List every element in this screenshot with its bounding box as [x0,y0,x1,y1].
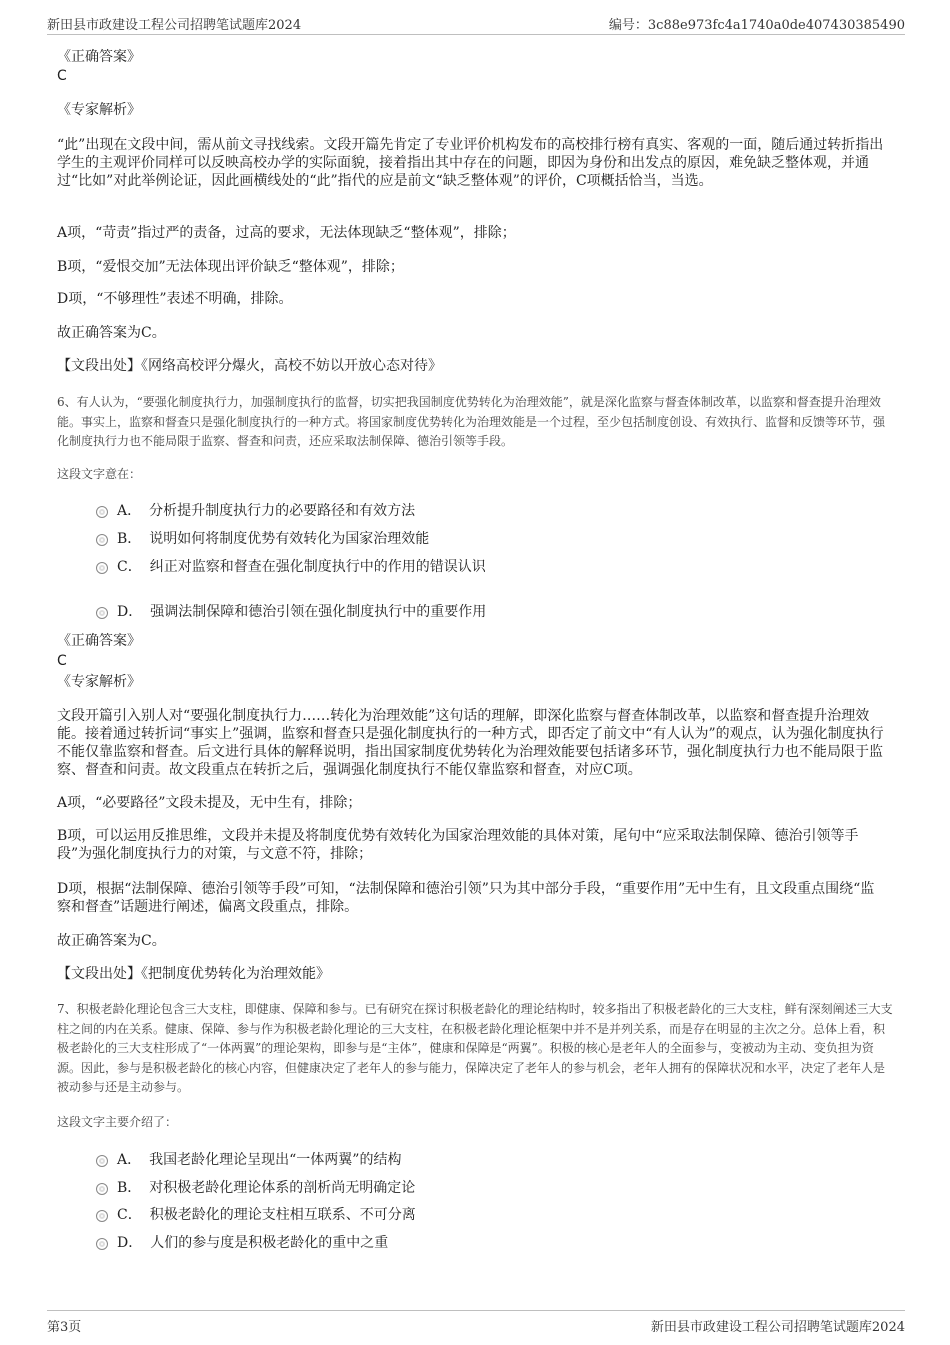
q6-answer-label: 《正确答案》 [57,633,141,649]
q6-question: 这段文字意在： [57,467,142,481]
q7-question: 这段文字主要介绍了： [57,1115,178,1129]
option-key: A． [117,503,142,519]
q5-analysis-label: 《专家解析》 [57,102,141,118]
option-text: 人们的参与度是积极老龄化的重中之重 [150,1235,389,1251]
option-text: 分析提升制度执行力的必要路径和有效方法 [149,503,416,519]
q7-option-a[interactable] [96,1151,401,1169]
radio-icon[interactable] [96,607,108,619]
option-key: C． [117,559,142,575]
q6-option-d-analysis: D项，根据“法制保障、德治引领等手段”可知，“法制保障和德治引领”只为其中部分手段，“重要作用”无中生有，且文段重点围绕“监察和督查”话题进行阐述，偏离文段重点，排除。 [57,881,875,915]
option-text: 强调法制保障和德治引领在强化制度执行中的重要作用 [150,604,487,620]
footer-title: 新田县市政建设工程公司招聘笔试题库2024 [650,1320,905,1335]
q7-option-d[interactable] [96,1234,388,1252]
q5-answer: C [57,68,67,84]
option-text: 我国老龄化理论呈现出“一体两翼”的结构 [149,1152,402,1168]
radio-icon[interactable] [96,1183,108,1195]
option-key: D． [117,604,143,620]
header-code: 编号：3c88e973fc4a1740a0de407430385490 [608,18,905,33]
q6-option-d[interactable] [96,603,486,621]
page-footer [47,1310,905,1337]
q5-answer-label: 《正确答案》 [57,49,141,65]
option-text: 纠正对监察和督查在强化制度执行中的作用的错误认识 [149,559,486,575]
q5-option-d-analysis: D项，“不够理性”表述不明确，排除。 [57,291,293,307]
q6-stem: 6、有人认为，“要强化制度执行力，加强制度执行的监督，切实把我国制度优势转化为治理效能”，就是深化监察与督查体制改革，以监察和督查提升治理效能。事实上，监察和督查只是强化制度执行的一种方式。将国家制度优势转化为治理效能是一个过程，至少包括制度创设、有效执行、监督和反馈等环节，强化制度执行力也不能局限于监察、督查和问责，还应采取法制保障、德治引领等手段。 [57,395,886,448]
option-key: A． [117,1152,142,1168]
q6-option-b[interactable] [96,530,429,548]
q6-option-a-analysis: A项，“必要路径”文段未提及，无中生有，排除； [57,795,362,811]
option-key: C． [117,1207,142,1223]
radio-icon[interactable] [96,534,108,546]
option-key: B． [117,1180,142,1196]
option-text: 积极老龄化的理论支柱相互联系、不可分离 [149,1207,416,1223]
q6-analysis-label: 《专家解析》 [57,674,141,690]
q5-option-a-analysis: A项，“苛责”指过严的责备，过高的要求，无法体现缺乏“整体观”，排除； [57,225,516,241]
page-number: 第3页 [47,1320,82,1335]
q7-option-c[interactable] [96,1206,416,1224]
q5-analysis-text: “此”出现在文段中间，需从前文寻找线索。文段开篇先肯定了专业评价机构发布的高校排行榜有真实、客观的一面，随后通过转折指出学生的主观评价同样可以反映高校办学的实际面貌，接着指出其中存在的问题，即因为身份和出发点的原因，难免缺乏整体观，并通过“比如”对此举例论证，因此画横线处的“此”指代的应是前文“缺乏整体观”的评价，C项概括恰当，当选。 [57,137,884,189]
header-title: 新田县市政建设工程公司招聘笔试题库2024 [47,18,302,33]
q6-answer: C [57,653,67,669]
option-text: 对积极老龄化理论体系的剖析尚无明确定论 [149,1180,416,1196]
q5-conclusion: 故正确答案为C。 [57,325,166,341]
radio-icon[interactable] [96,1155,108,1167]
q6-source: 【文段出处】《把制度优势转化为治理效能》 [57,966,330,982]
q6-analysis-text: 文段开篇引入别人对“要强化制度执行力……转化为治理效能”这句话的理解，即深化监察与督查体制改革，以监察和督查提升治理效能。接着通过转折词“事实上”强调，监察和督查只是强化制度执行的一种方式，即否定了前文中“有人认为”的观点，认为强化制度执行不能仅靠监察和督查。后文进行具体的解释说明，指出国家制度优势转化为治理效能要包括诸多环节，强化制度执行力也不能局限于监察、督查和问责。故文段重点在转折之后，强调强化制度执行不能仅靠监察和督查，对应C项。 [57,708,884,778]
option-key: B． [117,531,142,547]
q6-conclusion: 故正确答案为C。 [57,933,166,949]
q6-option-a[interactable] [96,502,415,520]
option-text: 说明如何将制度优势有效转化为国家治理效能 [149,531,430,547]
q7-option-b[interactable] [96,1179,415,1197]
radio-icon[interactable] [96,562,108,574]
option-key: D． [117,1235,143,1251]
q5-source: 【文段出处】《网络高校评分爆火，高校不妨以开放心态对待》 [57,358,442,374]
q6-option-c[interactable] [96,558,486,576]
q7-stem: 7、积极老龄化理论包含三大支柱，即健康、保障和参与。已有研究在探讨积极老龄化的理论结构时，较多指出了积极老龄化的三大支柱，鲜有深刻阐述三大支柱之间的内在关系。健康、保障、参与作为积极老龄化理论的三大支柱，在积极老龄化理论框架中并不是并列关系，而是存在明显的主次之分。总体上看，积极老龄化的三大支柱形成了“一体两翼”的理论架构，即参与是“主体”，健康和保障是“两翼”。积极的核心是老年人的全面参与，变被动为主动、变负担为资源。因此，参与是积极老龄化的核心内容，但健康决定了老年人的参与能力，保障决定了老年人的参与机会，老年人拥有的保障状况和水平，决定了老年人是被动参与还是主动参与。 [57,1002,893,1094]
radio-icon[interactable] [96,506,108,518]
q6-option-b-analysis: B项，可以运用反推思维，文段并未提及将制度优势有效转化为国家治理效能的具体对策，尾句中“应采取法制保障、德治引领等手段”为强化制度执行力的对策，与文意不符，排除； [57,828,859,862]
q5-option-b-analysis: B项，“爱恨交加”无法体现出评价缺乏“整体观”，排除； [57,259,404,275]
radio-icon[interactable] [96,1238,108,1250]
radio-icon[interactable] [96,1210,108,1222]
page-header [47,12,905,35]
